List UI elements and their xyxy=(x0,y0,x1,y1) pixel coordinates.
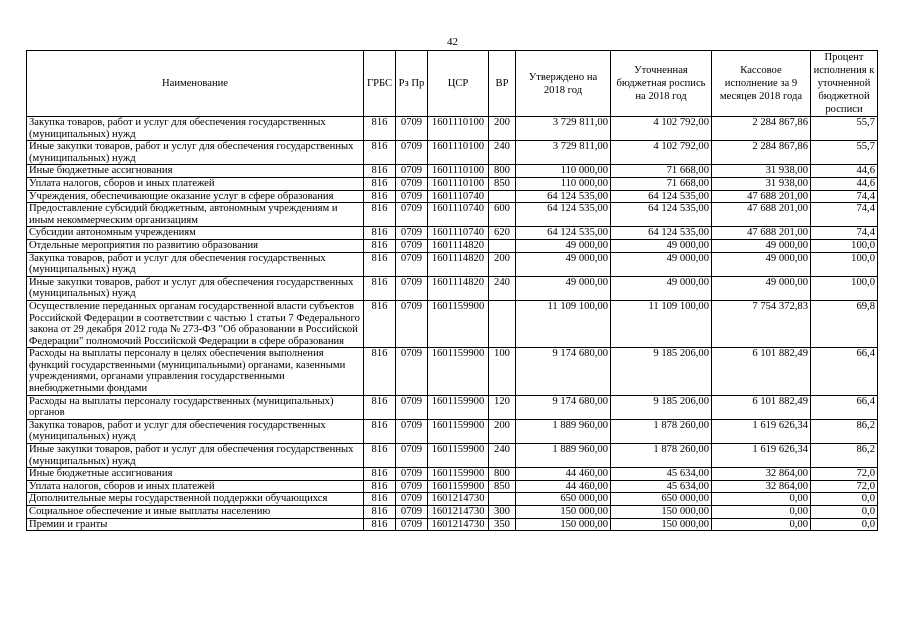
page-number: 42 xyxy=(447,36,458,48)
row-cash-cell: 49 000,00 xyxy=(712,252,811,276)
row-cash-cell: 2 284 867,86 xyxy=(712,141,811,165)
row-approved-cell: 44 460,00 xyxy=(516,468,611,481)
table-row xyxy=(27,227,878,240)
row-approved-cell: 650 000,00 xyxy=(516,493,611,506)
row-name-cell: Премии и гранты xyxy=(27,518,364,531)
row-refined-cell: 64 124 535,00 xyxy=(611,203,712,227)
row-grbs-cell: 816 xyxy=(364,190,396,203)
row-name-cell: Учреждения, обеспечивающие оказание услуг в сфере образования xyxy=(27,190,364,203)
row-cash-cell: 0,00 xyxy=(712,506,811,519)
row-percent-cell: 66,4 xyxy=(811,348,878,395)
row-rzpr-cell: 0709 xyxy=(396,117,428,141)
row-cash-cell: 2 284 867,86 xyxy=(712,117,811,141)
row-vr-cell: 350 xyxy=(489,518,516,531)
row-cash-cell: 32 864,00 xyxy=(712,480,811,493)
row-refined-cell: 71 668,00 xyxy=(611,165,712,178)
row-name-cell: Расходы на выплаты персоналу государственных (муниципальных) органов xyxy=(27,395,364,419)
row-rzpr-cell: 0709 xyxy=(396,276,428,300)
row-approved-cell: 49 000,00 xyxy=(516,239,611,252)
row-refined-cell: 1 878 260,00 xyxy=(611,419,712,443)
row-approved-cell: 1 889 960,00 xyxy=(516,444,611,468)
row-vr-cell: 600 xyxy=(489,203,516,227)
header-percent: Процент исполнения к уточненной бюджетной росписи xyxy=(811,51,878,117)
row-name-cell: Иные закупки товаров, работ и услуг для обеспечения государственных (муниципальных) нужд xyxy=(27,276,364,300)
row-refined-cell: 49 000,00 xyxy=(611,239,712,252)
row-name-cell: Закупка товаров, работ и услуг для обеспечения государственных (муниципальных) нужд xyxy=(27,419,364,443)
row-vr-cell: 200 xyxy=(489,117,516,141)
row-refined-cell: 4 102 792,00 xyxy=(611,141,712,165)
row-approved-cell: 150 000,00 xyxy=(516,506,611,519)
header-refined: Уточненная бюджетная роспись на 2018 год xyxy=(611,51,712,117)
row-csr-cell: 1601110100 xyxy=(428,165,489,178)
row-refined-cell: 45 634,00 xyxy=(611,480,712,493)
row-grbs-cell: 816 xyxy=(364,468,396,481)
row-name-cell: Закупка товаров, работ и услуг для обеспечения государственных (муниципальных) нужд xyxy=(27,117,364,141)
row-grbs-cell: 816 xyxy=(364,480,396,493)
row-cash-cell: 0,00 xyxy=(712,518,811,531)
row-percent-cell: 0,0 xyxy=(811,506,878,519)
row-vr-cell: 850 xyxy=(489,177,516,190)
row-vr-cell: 240 xyxy=(489,276,516,300)
row-grbs-cell: 816 xyxy=(364,395,396,419)
row-rzpr-cell: 0709 xyxy=(396,300,428,347)
row-grbs-cell: 816 xyxy=(364,506,396,519)
row-grbs-cell: 816 xyxy=(364,444,396,468)
row-name-cell: Закупка товаров, работ и услуг для обеспечения государственных (муниципальных) нужд xyxy=(27,252,364,276)
row-refined-cell: 4 102 792,00 xyxy=(611,117,712,141)
row-approved-cell: 9 174 680,00 xyxy=(516,348,611,395)
row-rzpr-cell: 0709 xyxy=(396,165,428,178)
row-vr-cell: 620 xyxy=(489,227,516,240)
row-name-cell: Субсидии автономным учреждениям xyxy=(27,227,364,240)
table-row xyxy=(27,518,878,531)
header-name: Наименование xyxy=(27,51,364,117)
row-rzpr-cell: 0709 xyxy=(396,419,428,443)
table-row xyxy=(27,444,878,468)
row-rzpr-cell: 0709 xyxy=(396,348,428,395)
row-grbs-cell: 816 xyxy=(364,493,396,506)
row-name-cell: Расходы на выплаты персоналу в целях обеспечения выполнения функций государственными (муниципальными) органами, казенными учреждениями, органами управления государственными внебюджетными фондами xyxy=(27,348,364,395)
row-percent-cell: 55,7 xyxy=(811,141,878,165)
row-percent-cell: 72,0 xyxy=(811,468,878,481)
row-approved-cell: 9 174 680,00 xyxy=(516,395,611,419)
row-csr-cell: 1601110100 xyxy=(428,141,489,165)
row-rzpr-cell: 0709 xyxy=(396,493,428,506)
row-refined-cell: 1 878 260,00 xyxy=(611,444,712,468)
row-approved-cell: 64 124 535,00 xyxy=(516,227,611,240)
row-name-cell: Иные закупки товаров, работ и услуг для обеспечения государственных (муниципальных) нужд xyxy=(27,444,364,468)
row-grbs-cell: 816 xyxy=(364,117,396,141)
table-row xyxy=(27,239,878,252)
row-approved-cell: 3 729 811,00 xyxy=(516,141,611,165)
row-rzpr-cell: 0709 xyxy=(396,203,428,227)
row-vr-cell: 100 xyxy=(489,348,516,395)
row-csr-cell: 1601114820 xyxy=(428,239,489,252)
header-rzpr: Рз Пр xyxy=(396,51,428,117)
row-rzpr-cell: 0709 xyxy=(396,177,428,190)
row-vr-cell xyxy=(489,190,516,203)
header-csr: ЦСР xyxy=(428,51,489,117)
row-percent-cell: 69,8 xyxy=(811,300,878,347)
row-percent-cell: 86,2 xyxy=(811,419,878,443)
row-cash-cell: 31 938,00 xyxy=(712,177,811,190)
row-vr-cell: 200 xyxy=(489,419,516,443)
row-percent-cell: 100,0 xyxy=(811,239,878,252)
row-percent-cell: 44,6 xyxy=(811,165,878,178)
row-refined-cell: 45 634,00 xyxy=(611,468,712,481)
table-row xyxy=(27,506,878,519)
table-row xyxy=(27,165,878,178)
row-percent-cell: 74,4 xyxy=(811,190,878,203)
row-cash-cell: 6 101 882,49 xyxy=(712,395,811,419)
row-cash-cell: 7 754 372,83 xyxy=(712,300,811,347)
row-refined-cell: 64 124 535,00 xyxy=(611,227,712,240)
table-row xyxy=(27,276,878,300)
table-row xyxy=(27,117,878,141)
row-vr-cell: 800 xyxy=(489,468,516,481)
row-rzpr-cell: 0709 xyxy=(396,395,428,419)
table-header-row xyxy=(27,51,878,117)
header-approved: Утверждено на 2018 год xyxy=(516,51,611,117)
row-name-cell: Иные бюджетные ассигнования xyxy=(27,165,364,178)
row-approved-cell: 64 124 535,00 xyxy=(516,190,611,203)
row-csr-cell: 1601110740 xyxy=(428,190,489,203)
row-vr-cell: 240 xyxy=(489,141,516,165)
row-approved-cell: 49 000,00 xyxy=(516,276,611,300)
header-grbs: ГРБС xyxy=(364,51,396,117)
row-csr-cell: 1601159900 xyxy=(428,468,489,481)
row-csr-cell: 1601110740 xyxy=(428,227,489,240)
row-percent-cell: 55,7 xyxy=(811,117,878,141)
row-grbs-cell: 816 xyxy=(364,165,396,178)
row-name-cell: Иные бюджетные ассигнования xyxy=(27,468,364,481)
row-name-cell: Отдельные мероприятия по развитию образования xyxy=(27,239,364,252)
row-vr-cell: 200 xyxy=(489,252,516,276)
row-approved-cell: 110 000,00 xyxy=(516,177,611,190)
row-cash-cell: 47 688 201,00 xyxy=(712,227,811,240)
row-rzpr-cell: 0709 xyxy=(396,252,428,276)
row-vr-cell xyxy=(489,239,516,252)
row-grbs-cell: 816 xyxy=(364,518,396,531)
row-vr-cell xyxy=(489,493,516,506)
row-cash-cell: 6 101 882,49 xyxy=(712,348,811,395)
row-rzpr-cell: 0709 xyxy=(396,468,428,481)
row-percent-cell: 0,0 xyxy=(811,493,878,506)
row-vr-cell: 300 xyxy=(489,506,516,519)
row-refined-cell: 71 668,00 xyxy=(611,177,712,190)
row-percent-cell: 74,4 xyxy=(811,203,878,227)
row-refined-cell: 9 185 206,00 xyxy=(611,348,712,395)
row-csr-cell: 1601114820 xyxy=(428,276,489,300)
row-cash-cell: 49 000,00 xyxy=(712,239,811,252)
row-csr-cell: 1601159900 xyxy=(428,480,489,493)
row-csr-cell: 1601159900 xyxy=(428,348,489,395)
row-csr-cell: 1601214730 xyxy=(428,518,489,531)
row-approved-cell: 1 889 960,00 xyxy=(516,419,611,443)
row-refined-cell: 150 000,00 xyxy=(611,518,712,531)
row-grbs-cell: 816 xyxy=(364,203,396,227)
row-name-cell: Осуществление переданных органам государственной власти субъектов Российской Федерации в соответствии с частью 1 статьи 7 Федерального закона от 29 декабря 2012 года № 273-ФЗ "Об образовании в Российской Федерации" полномочий Российской Федерации в сфере образования xyxy=(27,300,364,347)
row-vr-cell: 850 xyxy=(489,480,516,493)
table-row xyxy=(27,252,878,276)
row-cash-cell: 1 619 626,34 xyxy=(712,444,811,468)
row-name-cell: Уплата налогов, сборов и иных платежей xyxy=(27,177,364,190)
row-csr-cell: 1601159900 xyxy=(428,419,489,443)
row-refined-cell: 9 185 206,00 xyxy=(611,395,712,419)
header-cash: Кассовое исполнение за 9 месяцев 2018 года xyxy=(712,51,811,117)
row-approved-cell: 150 000,00 xyxy=(516,518,611,531)
table-row xyxy=(27,348,878,395)
row-cash-cell: 49 000,00 xyxy=(712,276,811,300)
table-row xyxy=(27,177,878,190)
row-percent-cell: 0,0 xyxy=(811,518,878,531)
table-row xyxy=(27,480,878,493)
row-percent-cell: 100,0 xyxy=(811,276,878,300)
row-cash-cell: 47 688 201,00 xyxy=(712,203,811,227)
row-csr-cell: 1601214730 xyxy=(428,506,489,519)
row-rzpr-cell: 0709 xyxy=(396,239,428,252)
row-csr-cell: 1601110740 xyxy=(428,203,489,227)
row-rzpr-cell: 0709 xyxy=(396,190,428,203)
row-grbs-cell: 816 xyxy=(364,419,396,443)
row-name-cell: Уплата налогов, сборов и иных платежей xyxy=(27,480,364,493)
row-cash-cell: 31 938,00 xyxy=(712,165,811,178)
row-grbs-cell: 816 xyxy=(364,252,396,276)
row-grbs-cell: 816 xyxy=(364,177,396,190)
row-csr-cell: 1601110100 xyxy=(428,117,489,141)
row-approved-cell: 110 000,00 xyxy=(516,165,611,178)
row-percent-cell: 100,0 xyxy=(811,252,878,276)
row-refined-cell: 650 000,00 xyxy=(611,493,712,506)
row-grbs-cell: 816 xyxy=(364,300,396,347)
row-name-cell: Дополнительные меры государственной поддержки обучающихся xyxy=(27,493,364,506)
row-grbs-cell: 816 xyxy=(364,141,396,165)
row-percent-cell: 74,4 xyxy=(811,227,878,240)
table-row xyxy=(27,190,878,203)
row-approved-cell: 64 124 535,00 xyxy=(516,203,611,227)
budget-execution-table xyxy=(26,50,878,531)
row-csr-cell: 1601114820 xyxy=(428,252,489,276)
row-refined-cell: 49 000,00 xyxy=(611,276,712,300)
row-csr-cell: 1601159900 xyxy=(428,395,489,419)
row-name-cell: Предоставление субсидий бюджетным, автономным учреждениям и иным некоммерческим организациям xyxy=(27,203,364,227)
row-refined-cell: 11 109 100,00 xyxy=(611,300,712,347)
row-name-cell: Иные закупки товаров, работ и услуг для обеспечения государственных (муниципальных) нужд xyxy=(27,141,364,165)
row-cash-cell: 0,00 xyxy=(712,493,811,506)
table-row xyxy=(27,300,878,347)
row-rzpr-cell: 0709 xyxy=(396,518,428,531)
row-vr-cell: 800 xyxy=(489,165,516,178)
row-cash-cell: 47 688 201,00 xyxy=(712,190,811,203)
row-grbs-cell: 816 xyxy=(364,239,396,252)
row-approved-cell: 49 000,00 xyxy=(516,252,611,276)
row-approved-cell: 44 460,00 xyxy=(516,480,611,493)
row-percent-cell: 44,6 xyxy=(811,177,878,190)
row-cash-cell: 1 619 626,34 xyxy=(712,419,811,443)
row-rzpr-cell: 0709 xyxy=(396,444,428,468)
row-percent-cell: 86,2 xyxy=(811,444,878,468)
row-percent-cell: 72,0 xyxy=(811,480,878,493)
row-csr-cell: 1601110100 xyxy=(428,177,489,190)
row-csr-cell: 1601214730 xyxy=(428,493,489,506)
table-row xyxy=(27,493,878,506)
row-refined-cell: 49 000,00 xyxy=(611,252,712,276)
table-row xyxy=(27,141,878,165)
row-vr-cell: 240 xyxy=(489,444,516,468)
row-csr-cell: 1601159900 xyxy=(428,444,489,468)
row-name-cell: Социальное обеспечение и иные выплаты населению xyxy=(27,506,364,519)
header-vr: ВР xyxy=(489,51,516,117)
row-vr-cell: 120 xyxy=(489,395,516,419)
row-rzpr-cell: 0709 xyxy=(396,141,428,165)
row-percent-cell: 66,4 xyxy=(811,395,878,419)
row-rzpr-cell: 0709 xyxy=(396,506,428,519)
row-csr-cell: 1601159900 xyxy=(428,300,489,347)
row-vr-cell xyxy=(489,300,516,347)
row-grbs-cell: 816 xyxy=(364,276,396,300)
row-approved-cell: 11 109 100,00 xyxy=(516,300,611,347)
row-rzpr-cell: 0709 xyxy=(396,480,428,493)
row-refined-cell: 150 000,00 xyxy=(611,506,712,519)
row-cash-cell: 32 864,00 xyxy=(712,468,811,481)
row-refined-cell: 64 124 535,00 xyxy=(611,190,712,203)
row-rzpr-cell: 0709 xyxy=(396,227,428,240)
table-row xyxy=(27,419,878,443)
table-row xyxy=(27,468,878,481)
row-grbs-cell: 816 xyxy=(364,348,396,395)
table-row xyxy=(27,203,878,227)
row-approved-cell: 3 729 811,00 xyxy=(516,117,611,141)
table-row xyxy=(27,395,878,419)
row-grbs-cell: 816 xyxy=(364,227,396,240)
